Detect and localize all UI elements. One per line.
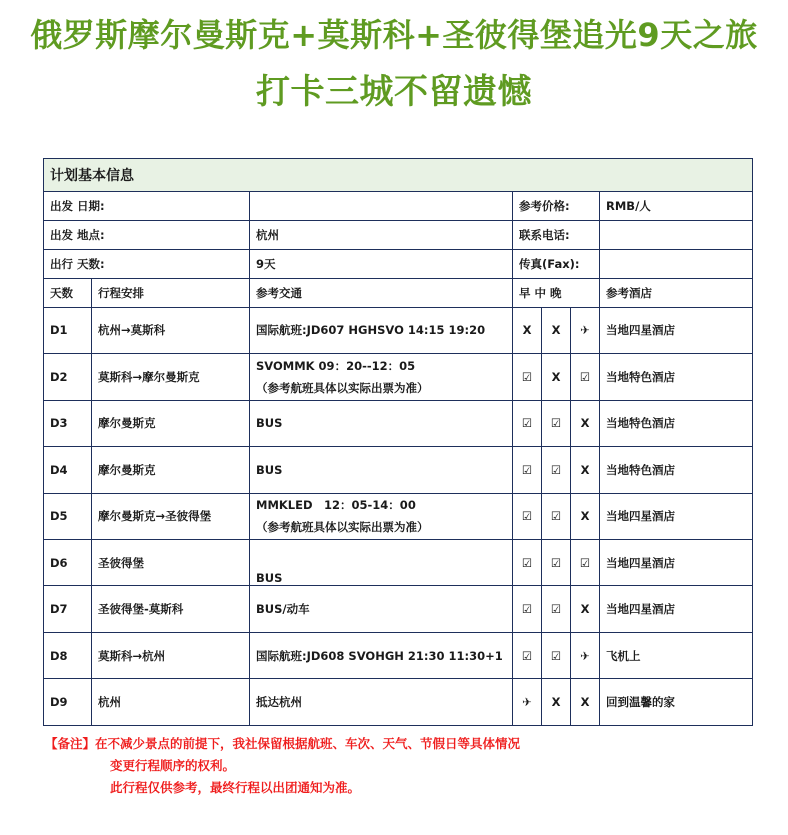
transport-cell [250, 354, 513, 400]
hotel-cell: 回到温馨的家 [600, 679, 753, 726]
dinner-cell: X [571, 493, 600, 539]
dinner-cell: ✈ [571, 632, 600, 678]
transport-line-1: SVOMMK 09：20--12：05 [256, 358, 416, 373]
day-cell: D5 [44, 493, 92, 539]
days-label: 出行 天数: [44, 249, 250, 278]
dinner-cell: ✈ [571, 307, 600, 353]
day-cell: D1 [44, 307, 92, 353]
lunch-cell: X [542, 679, 571, 726]
fax-label: 传真(Fax): [513, 249, 600, 278]
dinner-cell: X [571, 447, 600, 493]
lunch-cell: ☑ [542, 447, 571, 493]
table-row [44, 586, 753, 632]
table-row [44, 447, 753, 493]
phone-label: 联系电话: [513, 220, 600, 249]
itinerary-cell: 杭州 [92, 679, 250, 726]
day-cell: D6 [44, 540, 92, 586]
breakfast-cell: ☑ [513, 586, 542, 632]
hotel-cell: 当地特色酒店 [600, 400, 753, 446]
transport-cell [250, 493, 513, 539]
dinner-cell: ☑ [571, 540, 600, 586]
transport-line-1: MMKLED 12：05-14：00 [256, 498, 416, 513]
note-line-2: 变更行程顺序的权利。 [110, 758, 236, 773]
col-hotel-header: 参考酒店 [600, 278, 753, 307]
transport-cell: 国际航班:JD607 HGHSVO 14:15 19:20 [250, 307, 513, 353]
itinerary-cell: 圣彼得堡-莫斯科 [92, 586, 250, 632]
hotel-cell: 当地特色酒店 [600, 447, 753, 493]
fax-value [600, 249, 753, 278]
lunch-cell: X [542, 307, 571, 353]
col-transport-header: 参考交通 [250, 278, 513, 307]
day-cell: D7 [44, 586, 92, 632]
table-row [44, 679, 753, 726]
lunch-cell: X [542, 354, 571, 400]
transport-cell: BUS [250, 447, 513, 493]
day-cell: D9 [44, 679, 92, 726]
depart-date-value [250, 192, 513, 221]
day-cell: D3 [44, 400, 92, 446]
depart-place-label: 出发 地点: [44, 220, 250, 249]
table-row [44, 540, 753, 586]
lunch-cell: ☑ [542, 586, 571, 632]
title-line-1: 俄罗斯摩尔曼斯克+莫斯科+圣彼得堡追光9天之旅 [30, 16, 758, 54]
lunch-cell: ☑ [542, 632, 571, 678]
dinner-cell: ☑ [571, 354, 600, 400]
phone-value [600, 220, 753, 249]
table-row [44, 493, 753, 539]
itinerary-cell: 摩尔曼斯克→圣彼得堡 [92, 493, 250, 539]
col-day-header: 天数 [44, 278, 92, 307]
table-row [44, 632, 753, 678]
dinner-cell: X [571, 679, 600, 726]
table-row [44, 307, 753, 353]
breakfast-cell: ☑ [513, 354, 542, 400]
table-row [44, 354, 753, 400]
hotel-cell: 当地四星酒店 [600, 586, 753, 632]
breakfast-cell: ☑ [513, 540, 542, 586]
days-value: 9天 [250, 249, 513, 278]
itinerary-cell: 圣彼得堡 [92, 540, 250, 586]
price-label: 参考价格: [513, 192, 600, 221]
col-meals-header: 早 中 晚 [513, 278, 600, 307]
note-line-3: 此行程仅供参考，最终行程以出团通知为准。 [110, 780, 361, 795]
breakfast-cell: ☑ [513, 447, 542, 493]
col-itinerary-header: 行程安排 [92, 278, 250, 307]
section-title: 计划基本信息 [44, 159, 753, 192]
transport-cell: 抵达杭州 [250, 679, 513, 726]
itinerary-cell: 摩尔曼斯克 [92, 400, 250, 446]
transport-cell: BUS/动车 [250, 586, 513, 632]
dinner-cell: X [571, 586, 600, 632]
breakfast-cell: ☑ [513, 632, 542, 678]
transport-line-2: （参考航班具体以实际出票为准） [256, 520, 429, 535]
hotel-cell: 当地四星酒店 [600, 493, 753, 539]
transport-line-2: （参考航班具体以实际出票为准） [256, 380, 429, 395]
transport-cell: BUS [250, 400, 513, 446]
notes-block [45, 733, 520, 799]
table-row [44, 400, 753, 446]
depart-date-label: 出发 日期: [44, 192, 250, 221]
itinerary-table [43, 158, 753, 726]
lunch-cell: ☑ [542, 540, 571, 586]
itinerary-cell: 杭州→莫斯科 [92, 307, 250, 353]
hotel-cell: 当地四星酒店 [600, 540, 753, 586]
dinner-cell: X [571, 400, 600, 446]
itinerary-cell: 莫斯科→杭州 [92, 632, 250, 678]
itinerary-cell: 莫斯科→摩尔曼斯克 [92, 354, 250, 400]
breakfast-cell: X [513, 307, 542, 353]
transport-cell: 国际航班:JD608 SVOHGH 21:30 11:30+1 [250, 632, 513, 678]
breakfast-cell: ☑ [513, 400, 542, 446]
day-cell: D8 [44, 632, 92, 678]
day-cell: D4 [44, 447, 92, 493]
depart-place-value: 杭州 [250, 220, 513, 249]
itinerary-cell: 摩尔曼斯克 [92, 447, 250, 493]
day-cell: D2 [44, 354, 92, 400]
lunch-cell: ☑ [542, 493, 571, 539]
breakfast-cell: ✈ [513, 679, 542, 726]
transport-cell: BUS [250, 540, 513, 586]
hotel-cell: 当地特色酒店 [600, 354, 753, 400]
note-line-1: 【备注】在不减少景点的前提下，我社保留根据航班、车次、天气、节假日等具体情况 [45, 736, 521, 751]
price-value: RMB/人 [600, 192, 753, 221]
breakfast-cell: ☑ [513, 493, 542, 539]
hotel-cell: 飞机上 [600, 632, 753, 678]
title-line-2: 打卡三城不留遗憾 [256, 72, 532, 112]
hotel-cell: 当地四星酒店 [600, 307, 753, 353]
lunch-cell: ☑ [542, 400, 571, 446]
